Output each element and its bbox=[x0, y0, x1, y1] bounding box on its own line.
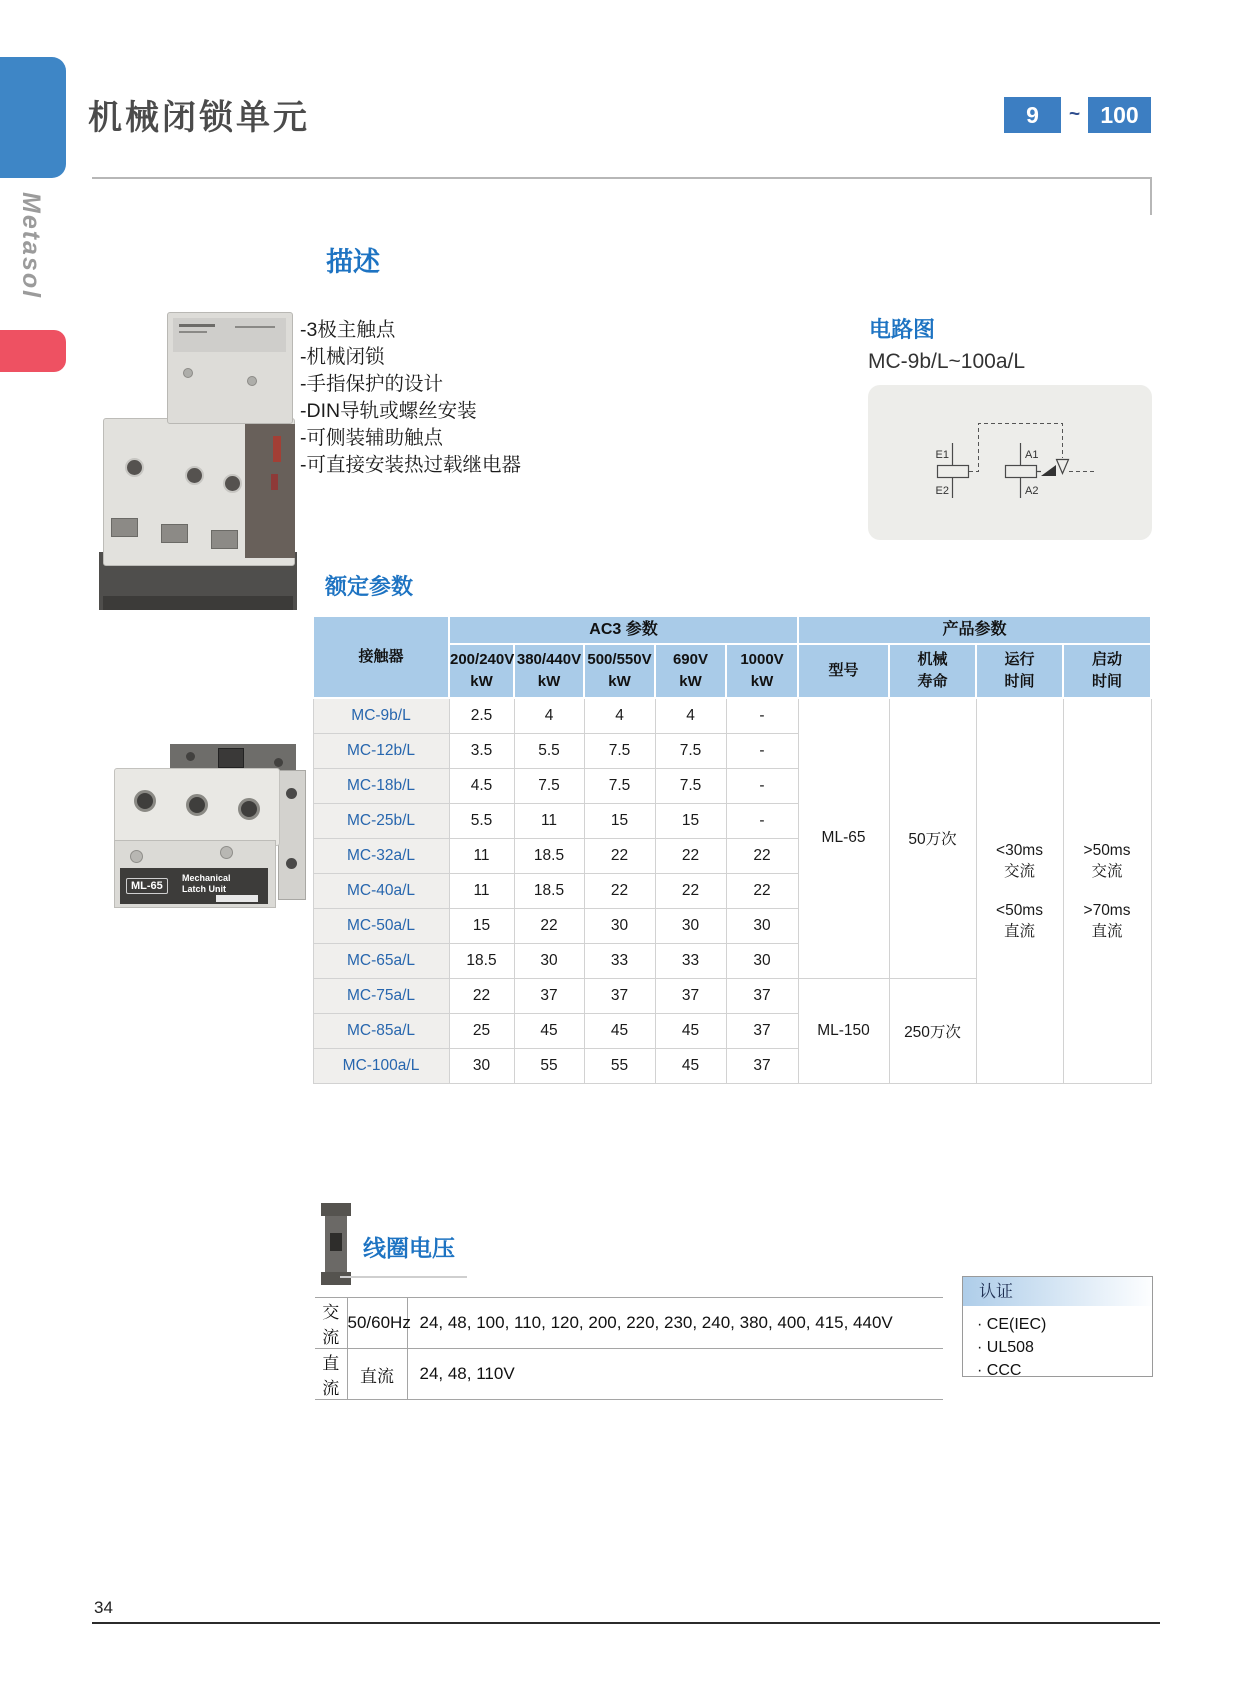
page-title: 机械闭锁单元 bbox=[88, 99, 310, 137]
contactor-name: MC-75a/L bbox=[313, 978, 449, 1013]
header-line: 寿命 bbox=[917, 673, 948, 690]
table-cell: 37 bbox=[726, 1013, 798, 1048]
description-list bbox=[300, 320, 521, 482]
certification-item: · UL508 bbox=[977, 1339, 1034, 1356]
photo-detail bbox=[216, 895, 258, 902]
left-red-tab bbox=[0, 330, 66, 372]
value-line: <50ms bbox=[996, 901, 1043, 919]
header-line: 时间 bbox=[1004, 673, 1035, 690]
table-cell: 18.5 bbox=[449, 943, 514, 978]
coil-voltages: 24, 48, 100, 110, 120, 200, 220, 230, 240, 380, 400, 415, 440V bbox=[407, 1298, 943, 1349]
table-cell: 22 bbox=[584, 838, 655, 873]
photo-model-label: ML-65 bbox=[126, 878, 168, 894]
table-cell: - bbox=[726, 768, 798, 803]
table-cell: 22 bbox=[726, 838, 798, 873]
table-row bbox=[315, 1349, 943, 1400]
table-cell: 37 bbox=[726, 978, 798, 1013]
table-cell: 5.5 bbox=[449, 803, 514, 838]
contactor-name: MC-40a/L bbox=[313, 873, 449, 908]
photo-coil-flange bbox=[321, 1272, 351, 1285]
circuit-model-range: MC-9b/L~100a/L bbox=[868, 350, 1026, 373]
contactor-name: MC-50a/L bbox=[313, 908, 449, 943]
table-cell: 7.5 bbox=[655, 733, 726, 768]
certification-box bbox=[962, 1276, 1153, 1377]
voltage-label: 690V bbox=[672, 651, 709, 669]
certification-item: · CE(IEC) bbox=[977, 1316, 1047, 1333]
section-heading-coil-voltage: 线圈电压 bbox=[363, 1235, 455, 1261]
description-bullet: -可侧装辅助触点 bbox=[300, 427, 443, 449]
value-line: 交流 bbox=[1091, 862, 1123, 880]
mech-life-cell: 250万次 bbox=[889, 978, 976, 1083]
circuit-diagram-svg bbox=[868, 385, 1152, 540]
photo-coil-flange bbox=[321, 1203, 351, 1216]
table-cell: 18.5 bbox=[514, 838, 584, 873]
value-line: >50ms bbox=[1083, 841, 1131, 859]
photo-screw-terminal bbox=[111, 518, 138, 537]
table-cell: 30 bbox=[726, 943, 798, 978]
coil-frequency: 直流 bbox=[347, 1349, 407, 1400]
header-line: 启动 bbox=[1092, 651, 1123, 669]
terminal-label-a1: A1 bbox=[1025, 449, 1039, 461]
start-time-ac bbox=[1064, 840, 1151, 882]
section-heading-description: 描述 bbox=[326, 247, 380, 277]
left-blue-tab bbox=[0, 57, 66, 178]
photo-screw-terminal bbox=[211, 530, 238, 549]
contactor-name: MC-32a/L bbox=[313, 838, 449, 873]
description-bullet: -手指保护的设计 bbox=[300, 373, 443, 395]
photo-terminal-hole bbox=[134, 790, 156, 812]
photo-coil-hole bbox=[330, 1233, 342, 1251]
table-cell: 30 bbox=[655, 908, 726, 943]
start-time-dc bbox=[1064, 900, 1151, 942]
table-cell: 33 bbox=[655, 943, 726, 978]
start-time-cell bbox=[1063, 698, 1151, 1083]
table-cell: 22 bbox=[449, 978, 514, 1013]
table-cell: 22 bbox=[655, 873, 726, 908]
photo-detail bbox=[235, 326, 275, 328]
table-cell: 37 bbox=[514, 978, 584, 1013]
table-cell: 37 bbox=[655, 978, 726, 1013]
photo-name-plate bbox=[120, 868, 268, 904]
coil-type: 交流 bbox=[315, 1298, 347, 1349]
mech-life-cell: 50万次 bbox=[889, 698, 976, 978]
table-cell: 4.5 bbox=[449, 768, 514, 803]
badge-range-end: 100 bbox=[1088, 97, 1151, 133]
badge-range-separator: ~ bbox=[1068, 104, 1081, 125]
ratings-table bbox=[312, 615, 1152, 1084]
table-cell: 22 bbox=[514, 908, 584, 943]
description-bullet: -3极主触点 bbox=[300, 319, 396, 341]
voltage-label: 380/440V bbox=[516, 651, 582, 669]
photo-screw bbox=[220, 846, 233, 859]
photo-terminal-hole bbox=[238, 798, 260, 820]
table-cell: 5.5 bbox=[514, 733, 584, 768]
table-cell: 11 bbox=[514, 803, 584, 838]
unit-label: kW bbox=[608, 673, 631, 690]
contactor-name: MC-12b/L bbox=[313, 733, 449, 768]
photo-screw bbox=[274, 758, 283, 767]
coil-type: 直流 bbox=[315, 1349, 347, 1400]
photo-terminal-hole bbox=[185, 466, 204, 485]
header-line: 时间 bbox=[1092, 673, 1123, 690]
coil-voltage-table bbox=[315, 1297, 943, 1400]
table-cell: 33 bbox=[584, 943, 655, 978]
col-header-contactor: 接触器 bbox=[313, 616, 449, 698]
photo-screw bbox=[286, 858, 297, 869]
table-cell: 11 bbox=[449, 873, 514, 908]
table-cell: 37 bbox=[726, 1048, 798, 1083]
photo-detail bbox=[179, 324, 215, 327]
coil-frequency: 50/60Hz bbox=[347, 1298, 407, 1349]
photo-unit-label-line1: Mechanical bbox=[182, 873, 231, 883]
model-group-cell: ML-65 bbox=[798, 698, 889, 978]
header-line: 运行 bbox=[1004, 651, 1035, 669]
value-line: <30ms bbox=[996, 841, 1043, 859]
terminal-label-a2: A2 bbox=[1025, 485, 1039, 497]
table-cell: 30 bbox=[514, 943, 584, 978]
photo-screw bbox=[183, 368, 193, 378]
col-header-mech-life bbox=[889, 644, 976, 698]
table-cell: 22 bbox=[655, 838, 726, 873]
rating-range-badges bbox=[1004, 97, 1151, 133]
table-cell: 45 bbox=[655, 1013, 726, 1048]
coil-voltages: 24, 48, 110V bbox=[407, 1349, 943, 1400]
photo-unit-label-line2: Latch Unit bbox=[182, 884, 226, 894]
photo-detail bbox=[179, 331, 207, 333]
value-line: 直流 bbox=[1091, 922, 1123, 940]
product-photo-contactor-angled bbox=[95, 306, 307, 612]
table-cell: - bbox=[726, 733, 798, 768]
contactor-name: MC-18b/L bbox=[313, 768, 449, 803]
coil-heading-underline bbox=[340, 1276, 467, 1278]
certification-item: · CCC bbox=[977, 1362, 1022, 1379]
description-bullet: -机械闭锁 bbox=[300, 346, 385, 368]
col-header-voltage bbox=[655, 644, 726, 698]
section-heading-circuit: 电路图 bbox=[869, 317, 936, 342]
table-cell: 7.5 bbox=[514, 768, 584, 803]
photo-detail bbox=[273, 436, 281, 462]
description-bullet: -DIN导轨或螺丝安装 bbox=[300, 400, 477, 422]
col-header-voltage bbox=[449, 644, 514, 698]
table-cell: 45 bbox=[514, 1013, 584, 1048]
photo-unit-label bbox=[182, 873, 231, 895]
voltage-label: 1000V bbox=[740, 651, 784, 669]
latch-release-symbol bbox=[1057, 460, 1069, 474]
brand-vertical-text: Metasol bbox=[17, 192, 45, 300]
col-header-voltage bbox=[584, 644, 655, 698]
group-header-product: 产品参数 bbox=[798, 616, 1151, 644]
badge-range-start: 9 bbox=[1004, 97, 1061, 133]
table-cell: 30 bbox=[726, 908, 798, 943]
photo-screw bbox=[247, 376, 257, 386]
voltage-label: 500/550V bbox=[587, 651, 652, 669]
table-cell: 7.5 bbox=[584, 768, 655, 803]
voltage-label: 200/240V bbox=[450, 651, 515, 669]
header-rule-corner bbox=[1150, 177, 1152, 215]
photo-base-shadow bbox=[103, 596, 293, 610]
table-cell: 37 bbox=[584, 978, 655, 1013]
contactor-name: MC-9b/L bbox=[313, 698, 449, 733]
header-rule bbox=[92, 177, 1152, 179]
table-cell: 15 bbox=[449, 908, 514, 943]
contactor-name: MC-65a/L bbox=[313, 943, 449, 978]
table-cell: - bbox=[726, 803, 798, 838]
table-cell: 25 bbox=[449, 1013, 514, 1048]
photo-connector bbox=[218, 748, 244, 768]
col-header-start-time bbox=[1063, 644, 1151, 698]
table-cell: 18.5 bbox=[514, 873, 584, 908]
col-header-voltage bbox=[726, 644, 798, 698]
table-row bbox=[313, 698, 1151, 733]
coil-photo bbox=[318, 1203, 354, 1285]
col-header-voltage bbox=[514, 644, 584, 698]
table-cell: 15 bbox=[655, 803, 726, 838]
header-line: 机械 bbox=[917, 651, 948, 669]
contactor-name: MC-100a/L bbox=[313, 1048, 449, 1083]
table-cell: 22 bbox=[584, 873, 655, 908]
circuit-diagram bbox=[868, 385, 1152, 540]
page-number: 34 bbox=[94, 1598, 113, 1617]
terminal-label-e2: E2 bbox=[935, 485, 949, 497]
product-photo-contactor-front bbox=[112, 732, 308, 908]
terminal-label-e1: E1 bbox=[935, 449, 949, 461]
table-cell: 15 bbox=[584, 803, 655, 838]
photo-side-panel bbox=[245, 424, 295, 558]
description-bullet: -可直接安装热过载继电器 bbox=[300, 454, 521, 476]
table-cell: 4 bbox=[584, 698, 655, 733]
value-line: 交流 bbox=[1003, 862, 1035, 880]
section-heading-ratings: 额定参数 bbox=[325, 574, 414, 599]
col-header-run-time bbox=[976, 644, 1063, 698]
photo-screw bbox=[130, 850, 143, 863]
table-cell: 2.5 bbox=[449, 698, 514, 733]
unit-label: kW bbox=[537, 673, 561, 690]
latch-pawl-symbol bbox=[1041, 465, 1056, 476]
table-cell: 45 bbox=[655, 1048, 726, 1083]
value-line: 直流 bbox=[1003, 922, 1035, 940]
photo-detail bbox=[271, 474, 278, 490]
footer-rule bbox=[92, 1622, 1160, 1624]
value-line: >70ms bbox=[1083, 901, 1131, 919]
table-cell: 30 bbox=[449, 1048, 514, 1083]
certification-list bbox=[963, 1306, 1152, 1382]
photo-terminal-hole bbox=[186, 794, 208, 816]
photo-screw bbox=[286, 788, 297, 799]
table-cell: 4 bbox=[655, 698, 726, 733]
run-time-ac bbox=[977, 840, 1063, 882]
model-group-cell: ML-150 bbox=[798, 978, 889, 1083]
run-time-dc bbox=[977, 900, 1063, 942]
photo-terminal-hole bbox=[223, 474, 242, 493]
table-cell: 7.5 bbox=[655, 768, 726, 803]
photo-terminal-hole bbox=[125, 458, 144, 477]
unit-label: kW bbox=[470, 673, 493, 690]
table-cell: 7.5 bbox=[584, 733, 655, 768]
table-cell: 3.5 bbox=[449, 733, 514, 768]
table-cell: 4 bbox=[514, 698, 584, 733]
unit-label: kW bbox=[750, 673, 774, 690]
contactor-name: MC-85a/L bbox=[313, 1013, 449, 1048]
table-cell: 22 bbox=[726, 873, 798, 908]
table-cell: - bbox=[726, 698, 798, 733]
table-cell: 11 bbox=[449, 838, 514, 873]
unit-label: kW bbox=[679, 673, 702, 690]
run-time-cell bbox=[976, 698, 1063, 1083]
table-cell: 45 bbox=[584, 1013, 655, 1048]
table-cell: 55 bbox=[584, 1048, 655, 1083]
table-cell: 30 bbox=[584, 908, 655, 943]
col-header-model: 型号 bbox=[798, 644, 889, 698]
photo-screw-terminal bbox=[161, 524, 188, 543]
table-row bbox=[315, 1298, 943, 1349]
contactor-name: MC-25b/L bbox=[313, 803, 449, 838]
group-header-ac3: AC3 参数 bbox=[449, 616, 798, 644]
table-row bbox=[313, 616, 1151, 644]
photo-screw bbox=[186, 752, 195, 761]
certification-heading: 认证 bbox=[963, 1277, 1152, 1306]
table-cell: 55 bbox=[514, 1048, 584, 1083]
